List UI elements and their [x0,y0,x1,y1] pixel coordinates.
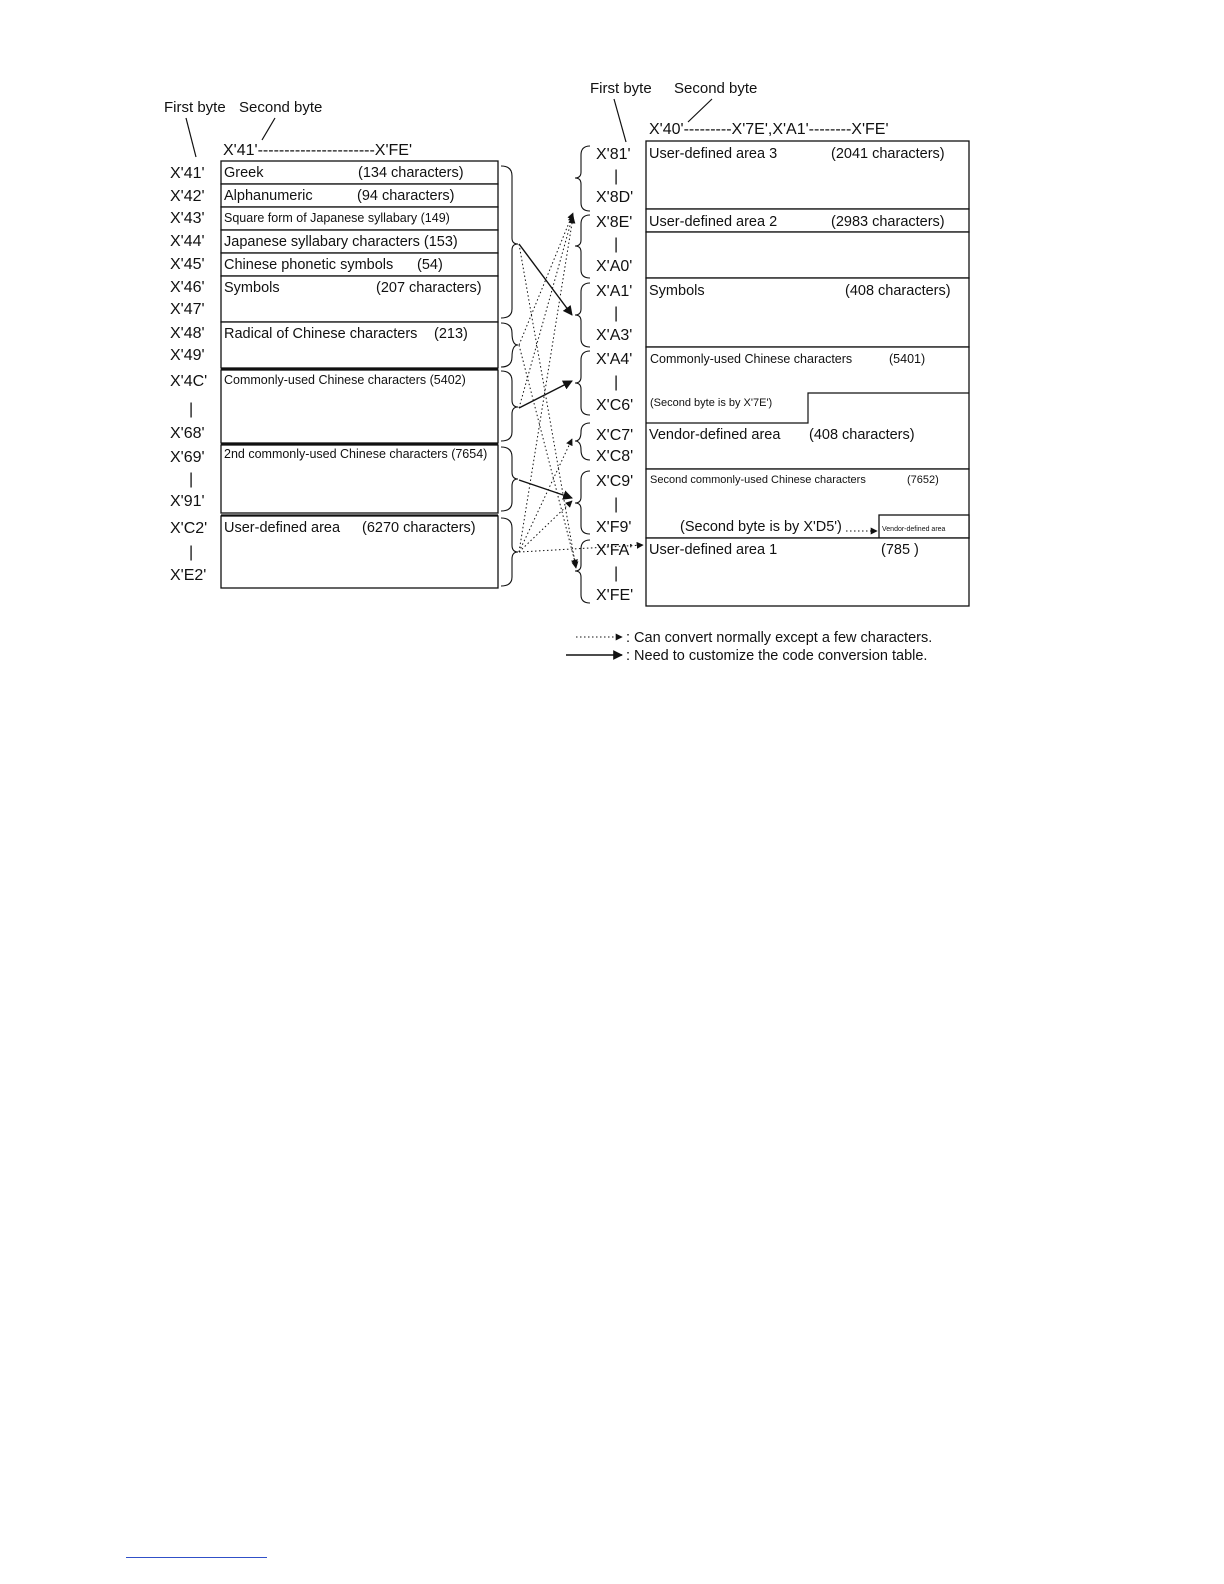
area-count-alphanumeric: (94 characters) [357,188,455,204]
right-code: X'F9' [596,519,632,536]
left-first-byte-codes [170,165,207,584]
right-area-count-symbols: (408 characters) [845,283,951,299]
area-count-user-defined: (6270 characters) [362,520,476,536]
left-code-separator: | [189,471,194,488]
right-header [590,80,889,142]
area-name-greek: Greek [224,165,264,181]
left-code: X'69' [170,449,205,466]
right-code: X'A0' [596,258,633,275]
left-code: X'45' [170,256,205,273]
area-count-greek: (134 characters) [358,165,464,181]
left-code: X'47' [170,301,205,318]
left-code: X'C2' [170,520,208,537]
right-code: X'A1' [596,283,633,300]
right-code: X'A4' [596,351,633,368]
right-range-label: X'40'---------X'7E',X'A1'--------X'FE' [649,121,889,138]
legend-solid-text: : Need to customize the code conversion table. [626,648,928,664]
right-area-name-user-defined-3: User-defined area 3 [649,146,778,162]
right-area-name-commonly-used: Commonly-used Chinese characters [650,352,853,366]
left-code: X'91' [170,493,205,510]
right-area-count-user-defined-3: (2041 characters) [831,146,945,162]
area-name-second-commonly-used: 2nd commonly-used Chinese characters (7654) [224,447,488,461]
left-code: X'E2' [170,567,207,584]
solid-arrow-symbols-to-symbols [519,244,572,315]
left-brace [501,518,518,586]
right-code: X'8D' [596,189,634,206]
left-code: X'41' [170,165,205,182]
left-first-byte-label: First byte [164,99,226,116]
left-brace [501,447,518,511]
left-code: X'49' [170,347,205,364]
right-second-byte-pointer [688,99,712,122]
left-code: X'43' [170,210,205,227]
right-code-separator: | [614,496,619,513]
area-name-user-defined: User-defined area [224,520,341,536]
right-second-byte-label: Second byte [674,80,758,97]
right-brace [575,215,590,278]
solid-arrow-second-to-second [519,480,572,498]
right-code: X'FE' [596,587,634,604]
area-name-commonly-used: Commonly-used Chinese characters (5402) [224,373,466,387]
left-header [164,99,412,159]
right-first-byte-pointer [614,99,626,142]
right-code: X'FA' [596,542,633,559]
dotted-arrow-user-to-second [519,501,572,552]
area-count-symbols: (207 characters) [376,280,482,296]
left-second-byte-label: Second byte [239,99,323,116]
left-code: X'46' [170,279,205,296]
left-range-label: X'41'----------------------X'FE' [223,142,413,159]
left-code: X'44' [170,233,205,250]
left-brace [501,166,518,318]
area-name-alphanumeric: Alphanumeric [224,188,313,204]
right-vendor-sub-area-label: Vendor-defined area [882,526,946,533]
left-first-byte-pointer [186,118,196,157]
left-code: X'42' [170,188,205,205]
left-code: X'48' [170,325,205,342]
right-area-name-vendor-defined: Vendor-defined area [649,427,781,443]
right-first-byte-label: First byte [590,80,652,97]
right-area-name-symbols: Symbols [649,283,705,299]
right-brace [575,540,590,603]
left-second-byte-pointer [262,118,275,140]
area-name-symbols: Symbols [224,280,280,296]
area-name-square-japanese: Square form of Japanese syllabary (149) [224,211,450,225]
dotted-arrow [519,215,573,408]
right-code-separator: | [614,236,619,253]
right-area-count-second-commonly-used: (7652) [907,474,939,486]
right-code-separator: | [614,168,619,185]
right-code: X'8E' [596,214,633,231]
left-braces [501,166,518,586]
area-count-chinese-phonetic: (54) [417,257,443,273]
right-area-box [646,232,969,278]
right-code: X'C8' [596,448,634,465]
right-area-name-second-commonly-used: Second commonly-used Chinese characters [650,474,866,486]
right-area-note-second-byte-7e: (Second byte is by X'7E') [650,397,773,409]
right-first-byte-codes [596,146,633,604]
right-area-name-user-defined-2: User-defined area 2 [649,214,778,230]
right-code-table [646,141,969,606]
right-brace [575,146,590,211]
left-code: X'68' [170,425,205,442]
right-code: X'A3' [596,327,633,344]
footnote-separator-line [126,1557,267,1558]
right-area-count-user-defined-2: (2983 characters) [831,214,945,230]
legend-dotted-text: : Can convert normally except a few characters. [626,630,933,646]
right-area-count-user-defined-1: (785 ) [881,542,919,558]
right-braces [575,146,590,603]
right-code-separator: | [614,565,619,582]
right-area-count-commonly-used: (5401) [889,352,926,366]
right-brace [575,423,590,460]
left-brace [501,371,518,441]
right-area-note-second-byte-d5: (Second byte is by X'D5') [680,519,842,535]
area-name-chinese-phonetic: Chinese phonetic symbols [224,257,394,273]
left-brace [501,323,518,367]
right-code: X'C9' [596,473,634,490]
right-code-separator: | [614,374,619,391]
right-area-count-vendor-defined: (408 characters) [809,427,915,443]
right-brace [575,471,590,534]
dotted-arrow [519,244,576,568]
left-code-table [221,161,498,588]
left-code: X'4C' [170,373,208,390]
area-count-radical: (213) [434,326,468,342]
right-code-separator: | [614,305,619,322]
left-code-separator: | [189,401,194,418]
legend [566,630,932,664]
left-code-separator: | [189,544,194,561]
right-brace [575,283,590,347]
area-name-radical: Radical of Chinese characters [224,326,418,342]
area-name-japanese-syllabary: Japanese syllabary characters (153) [224,234,458,250]
right-code: X'C7' [596,427,634,444]
right-area-name-user-defined-1: User-defined area 1 [649,542,778,558]
right-code: X'C6' [596,397,634,414]
right-code: X'81' [596,146,631,163]
right-brace [575,351,590,415]
